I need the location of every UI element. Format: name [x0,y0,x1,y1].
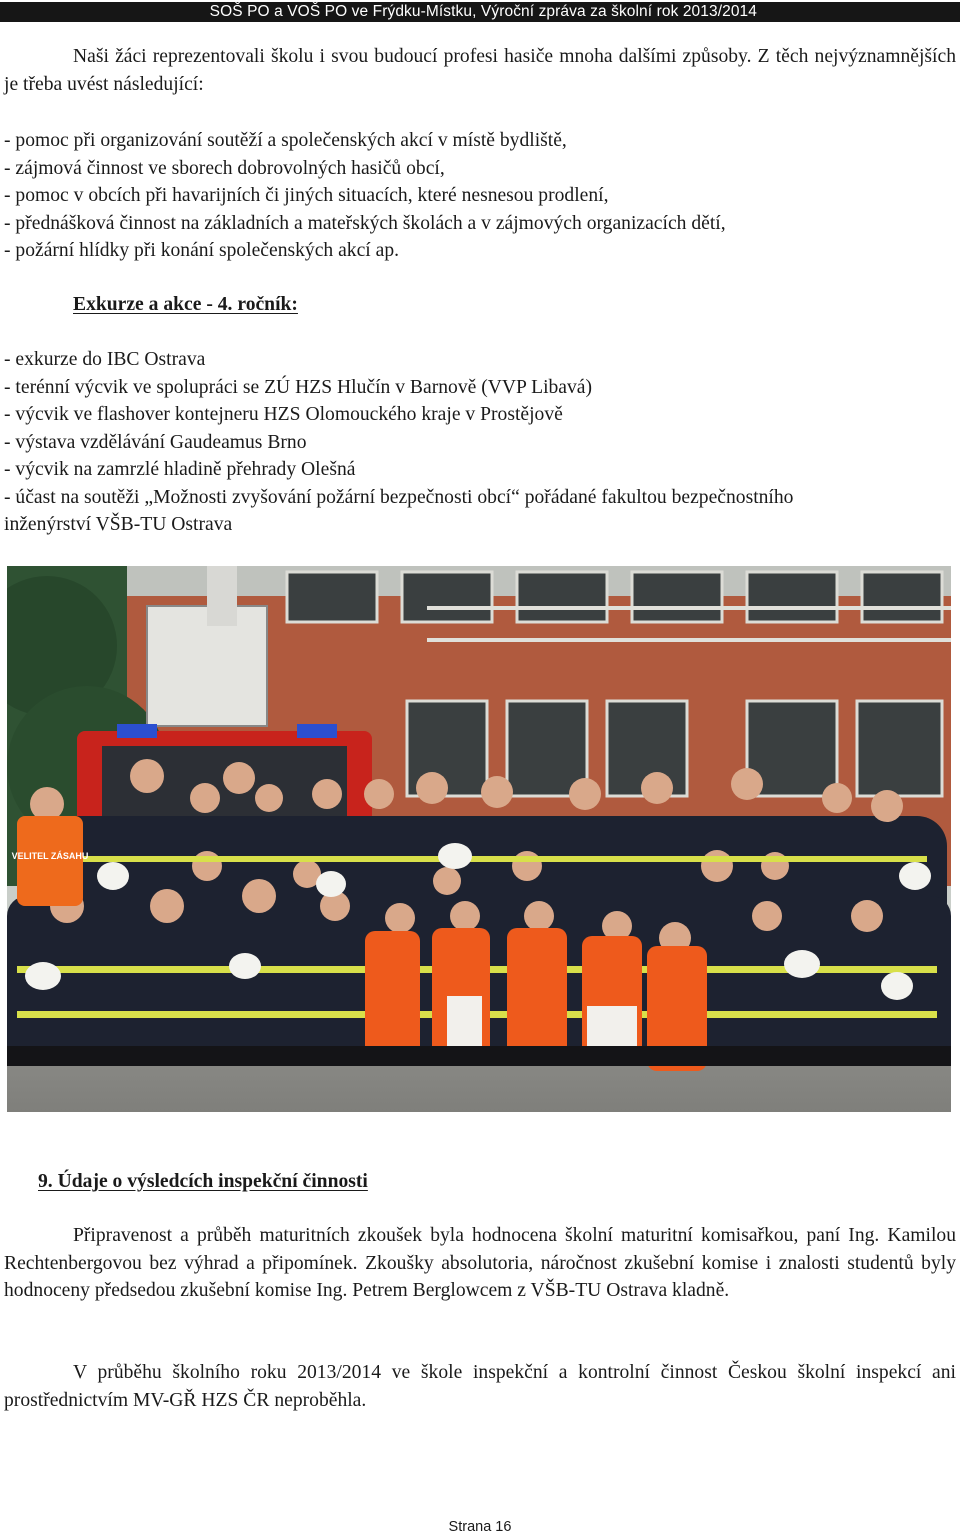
list-item: - exkurze do IBC Ostrava [4,349,206,370]
list-item: - pomoc v obcích při havarijních či jiných situacích, které nesnesou prodlení, [4,185,609,206]
inspection-paragraph-2: V průběhu školního roku 2013/2014 ve škole inspekční a kontrolní činnost Českou školní inspekcí ani prostřednictvím MV-GŘ HZS ČR neproběhla. [4,1362,956,1411]
excursions-list [4,346,956,539]
list-item: - výcvik na zamrzlé hladině přehrady Olešná [4,459,356,480]
running-header: SOŠ PO a VOŠ PO ve Frýdku-Místku, Výroční zpráva za školní rok 2013/2014 [0,2,960,22]
activities-list [4,127,956,265]
list-item: - účast na soutěži „Možnosti zvyšování požární bezpečnosti obcí“ pořádané fakultou bezpečnostního inženýrství VŠB-TU Ostrava [4,486,794,535]
list-item: - požární hlídky při konání společenských akcí ap. [4,240,400,261]
intro-paragraph: Naši žáci reprezentovali školu i svou budoucí profesi hasiče mnoha dalšími způsoby. Z těch nejvýznamnějších je třeba uvést následující: [4,46,956,95]
section-9-heading: 9. Údaje o výsledcích inspekční činnosti [38,1171,368,1192]
group-photo [7,566,951,1112]
list-item: - výcvik ve flashover kontejneru HZS Olomouckého kraje v Prostějově [4,404,563,425]
list-item: - zájmová činnost ve sborech dobrovolných hasičů obcí, [4,157,445,179]
excursions-heading: Exkurze a akce - 4. ročník: [73,294,298,315]
list-item: - přednášková činnost na základních a mateřských školách a v zájmových organizacích dětí, [4,212,726,234]
vest-label: VELITEL ZÁSAHU [11,851,89,861]
list-item: - terénní výcvik ve spolupráci se ZÚ HZS Hlučín v Barnově (VVP Libavá) [4,376,593,398]
list-item: - výstava vzdělávání Gaudeamus Brno [4,431,307,453]
commander-vest [17,816,83,906]
list-item: - pomoc při organizování soutěží a společenských akcí v místě bydliště, [4,130,567,151]
inspection-paragraph-1: Připravenost a průběh maturitních zkoušek byla hodnocena školní maturitní komisařkou, paní Ing. Kamilou Rechtenbergovou bez výhrad a připomínek. Zkoušky absolutoria, náročnost zkušební komise i znalosti studentů byly hodnoceny předsedou zkušební komise Ing. Petrem Berglowcem z VŠB-TU Ostrava kladně. [4,1225,956,1301]
page-number: Strana 16 [448,1519,512,1535]
